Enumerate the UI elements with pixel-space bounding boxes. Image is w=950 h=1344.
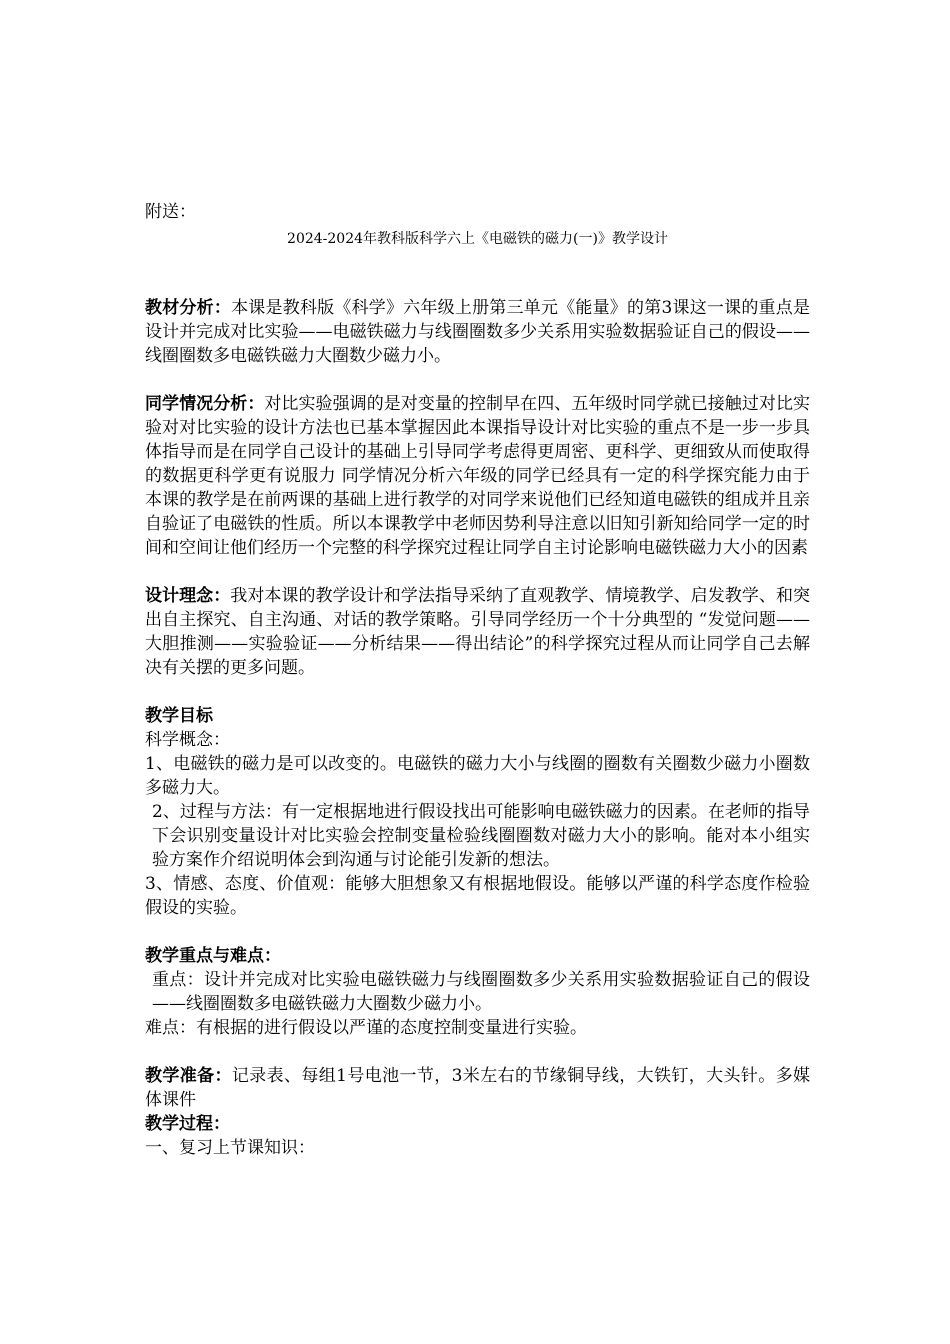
spacer xyxy=(145,1040,810,1064)
section-heading: 教学重点与难点： xyxy=(145,946,281,966)
spacer xyxy=(145,920,810,944)
section-text: 对比实验强调的是对变量的控制早在四、五年级时同学就已接触过对比实验对对比实验的设计方法也已基本掌握因此本课指导设计对比实验的重点不是一步一步具体指导而是在同学自己设计的基础上引导同学考虑得更周密、更科学、更细致从而使取得的数据更科学更有说服力 同学情况分析六年级的同学已经具有一定的科学探究能力由于本课的教学是在前两课的基础上进行教学的对同学来说他们已经知道电磁铁的组成并且亲自验证了电磁铁的性质。所以本课教学中老师因势利导注意以旧知引新知给同学一定的时间和空间让他们经历一个完整的科学探究过程让同学自主讨论影响电磁铁磁力大小的因素 xyxy=(145,394,811,558)
document-page xyxy=(145,200,810,1160)
section-teaching-goals xyxy=(145,704,810,920)
section-text: 本课是教科版《科学》六年级上册第三单元《能量》的第3课这一课的重点是设计并完成对比实验——电磁铁磁力与线圈圈数多少关系用实验数据验证自己的假设——线圈圈数多电磁铁磁力大圈数少磁力小。 xyxy=(145,298,810,366)
goal-item-3: 3、情感、态度、价值观：能够大胆想象又有根据地假设。能够以严谨的科学态度作检验假设的实验。 xyxy=(145,874,810,918)
section-teaching-process xyxy=(145,1112,810,1160)
section-text: 我对本课的教学设计和学法指导采纳了直观教学、情境教学、启发教学、和突出自主探究、自主沟通、对话的教学策略。引导同学经历一个十分典型的 “发觉问题——大胆推测——实验验证——分析结果——得出结论”的科学探究过程从而让同学自己去解决有关摆的更多问题。 xyxy=(145,586,811,678)
process-step-1: 一、复习上节课知识： xyxy=(145,1138,315,1158)
section-label: 设计理念： xyxy=(145,586,231,606)
section-label: 教学准备： xyxy=(145,1066,232,1086)
section-heading: 教学过程： xyxy=(145,1114,230,1134)
section-teaching-prep xyxy=(145,1064,810,1112)
section-key-points xyxy=(145,944,810,1040)
document-title: 2024-2024年教科版科学六上《电磁铁的磁力(一)》教学设计 xyxy=(287,231,668,247)
goals-subheading: 科学概念： xyxy=(145,730,230,750)
section-student-analysis xyxy=(145,392,810,560)
goal-item-2: 2、过程与方法：有一定根据地进行假设找出可能影响电磁铁磁力的因素。在老师的指导下会识别变量设计对比实验会控制变量检验线圈圈数对磁力大小的影响。能对本小组实验方案作介绍说明体会到沟通与讨论能引发新的想法。 xyxy=(152,802,810,870)
attachment-label: 附送： xyxy=(145,202,196,222)
section-text: 记录表、每组1号电池一节，3米左右的节缘铜导线，大铁钉，大头针。多媒体课件 xyxy=(145,1066,810,1110)
difficulty-text: 难点：有根据的进行假设以严谨的态度控制变量进行实验。 xyxy=(145,1018,587,1038)
section-label: 同学情况分析： xyxy=(145,394,265,414)
section-material-analysis xyxy=(145,296,810,368)
spacer xyxy=(145,368,810,392)
goal-item-1: 1、电磁铁的磁力是可以改变的。电磁铁的磁力大小与线圈的圈数有关圈数少磁力小圈数多磁力大。 xyxy=(145,754,810,798)
spacer xyxy=(145,560,810,584)
spacer xyxy=(145,250,810,296)
focus-text: 重点：设计并完成对比实验电磁铁磁力与线圈圈数多少关系用实验数据验证自己的假设——线圈圈数多电磁铁磁力大圈数少磁力小。 xyxy=(152,970,810,1014)
section-heading: 教学目标 xyxy=(145,706,213,726)
section-design-concept xyxy=(145,584,810,680)
spacer xyxy=(145,680,810,704)
section-label: 教材分析： xyxy=(145,298,232,318)
